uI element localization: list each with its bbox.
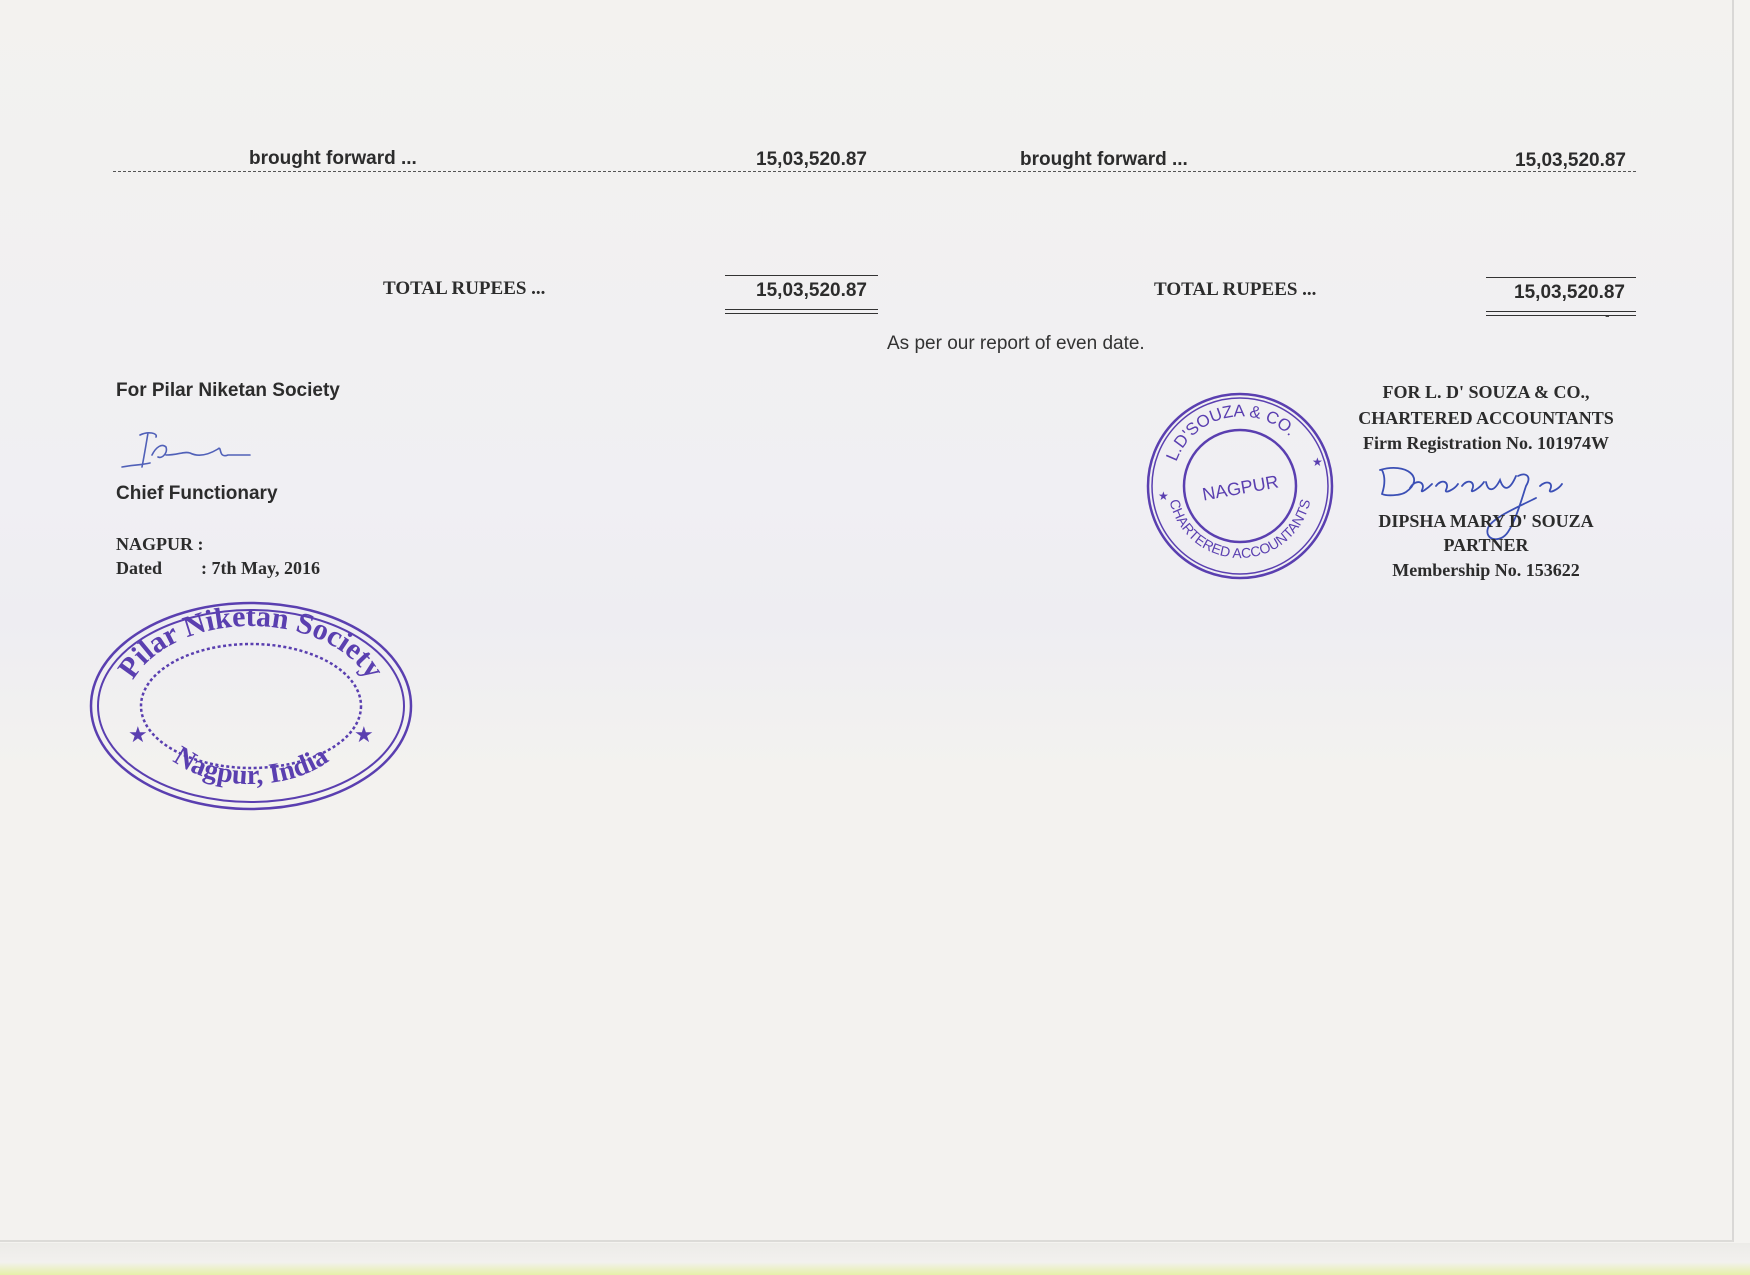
society-signatory-title: Chief Functionary [116, 483, 278, 504]
scan-bottom-edge [0, 1243, 1750, 1275]
auditor-firm-type: CHARTERED ACCOUNTANTS [1358, 408, 1614, 428]
auditor-stamp-bottom-text: CHARTERED ACCOUNTANTS [1166, 497, 1314, 562]
left-brought-forward-label: brought forward ... [249, 148, 417, 169]
star-icon: ★ [1158, 489, 1169, 503]
society-dated-label: Dated [116, 558, 162, 578]
right-total-label: TOTAL RUPEES ... [1154, 279, 1317, 300]
auditor-signer-role: PARTNER [1443, 535, 1529, 555]
left-total-amount: 15,03,520.87 [756, 280, 867, 301]
left-total-label: TOTAL RUPEES ... [383, 278, 546, 299]
society-place: NAGPUR : [116, 534, 204, 554]
auditor-stamp-center-text: NAGPUR [1200, 471, 1281, 505]
auditor-stamp-top-text: L.D'SOUZA & CO. [1162, 401, 1301, 464]
right-brought-forward-amount: 15,03,520.87 [1515, 150, 1626, 171]
society-seal-stamp [86, 600, 416, 816]
auditor-for-line: FOR L. D' SOUZA & CO., [1382, 382, 1590, 402]
report-note: As per our report of even date. [887, 333, 1145, 354]
stray-mark: - [1605, 307, 1610, 323]
svg-text:L.D'SOUZA & CO. [1162, 401, 1300, 463]
society-stamp-bottom-text: Nagpur, India [168, 740, 334, 792]
svg-text:Pilar Niketan Society [112, 600, 391, 684]
society-dated-value: : 7th May, 2016 [201, 558, 320, 578]
right-brought-forward-label: brought forward ... [1020, 149, 1188, 170]
left-brought-forward-amount: 15,03,520.87 [756, 149, 867, 170]
society-stamp-top-text: Pilar Niketan Society [111, 600, 391, 685]
svg-text:Nagpur, India [168, 740, 334, 791]
auditor-membership: Membership No. 153622 [1392, 560, 1580, 580]
star-icon: ★ [354, 723, 374, 748]
right-total-box [1486, 277, 1636, 307]
star-icon: ★ [128, 723, 148, 748]
auditor-signer-name: DIPSHA MARY D' SOUZA [1378, 511, 1594, 531]
chief-functionary-signature [118, 425, 258, 475]
double-underline [725, 309, 878, 314]
double-underline [1486, 311, 1636, 316]
star-icon: ★ [1312, 455, 1323, 469]
auditor-registration: Firm Registration No. 101974W [1363, 433, 1609, 453]
left-total-box [725, 275, 878, 305]
right-total-amount: 15,03,520.87 [1514, 282, 1625, 303]
society-for-line: For Pilar Niketan Society [116, 380, 340, 401]
dashed-separator [113, 171, 1636, 172]
